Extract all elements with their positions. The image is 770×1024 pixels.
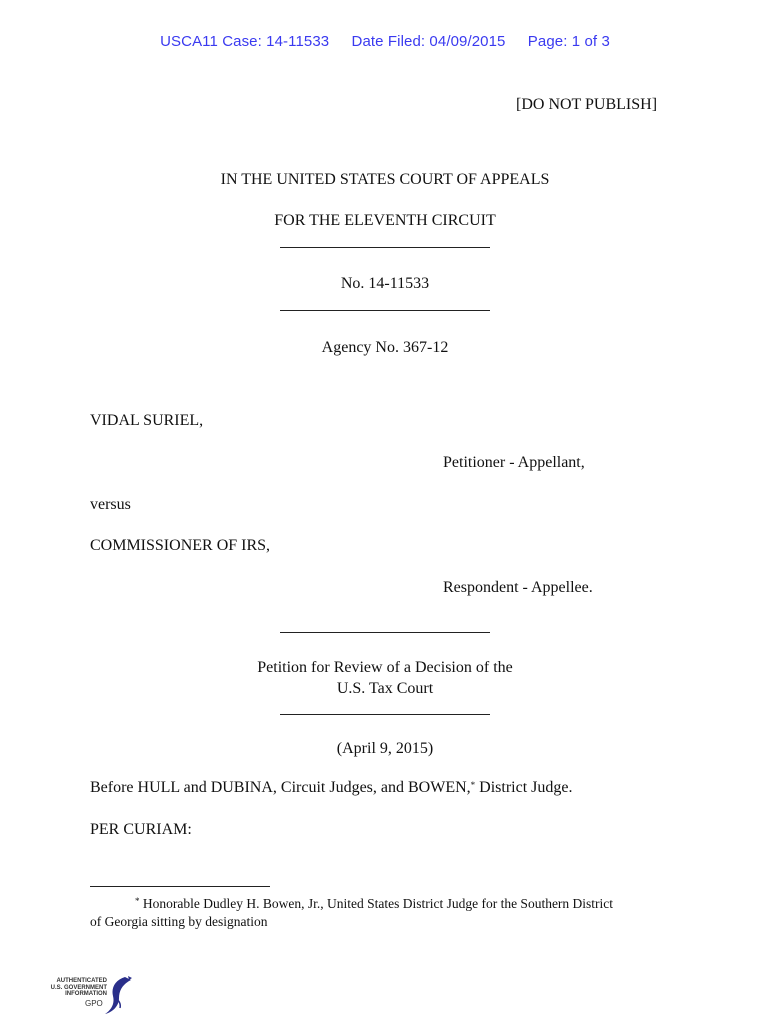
petitioner-name: VIDAL SURIEL,: [90, 412, 204, 429]
publish-notice: [DO NOT PUBLISH]: [516, 96, 658, 113]
logo-text-line2: U.S. GOVERNMENT: [50, 984, 107, 991]
respondent-role: Respondent - Appellee.: [443, 579, 593, 596]
court-name-line1: IN THE UNITED STATES COURT OF APPEALS: [220, 171, 550, 188]
gpo-authentication-logo: [45, 974, 135, 1018]
case-header: [0, 33, 770, 50]
divider-rule: [280, 247, 490, 248]
court-name-line2: FOR THE ELEVENTH CIRCUIT: [274, 212, 496, 229]
decision-date: (April 9, 2015): [336, 740, 434, 757]
divider-rule: [280, 632, 490, 633]
logo-text-line1: AUTHENTICATED: [56, 978, 107, 984]
footnote-separator: [90, 886, 270, 887]
logo-gpo-text: GPO: [85, 999, 103, 1008]
divider-rule: [280, 310, 490, 311]
versus-label: versus: [90, 496, 131, 513]
per-curiam-label: PER CURIAM:: [90, 821, 192, 838]
divider-rule: [280, 714, 490, 715]
footnote-marker: *: [135, 896, 140, 906]
footnote-marker: *: [470, 780, 476, 790]
panel-line: [90, 778, 573, 798]
date-filed-header: Date Filed: 04/09/2015: [351, 33, 506, 50]
agency-number: Agency No. 367-12: [321, 339, 449, 356]
footnote-line1: [90, 895, 680, 913]
case-number-header: USCA11 Case: 14-11533: [160, 33, 330, 50]
footnote-line2: of Georgia sitting by designation: [90, 914, 268, 929]
petition-line1: Petition for Review of a Decision of the: [257, 659, 513, 676]
footnote: [90, 895, 680, 931]
petitioner-role: Petitioner - Appellant,: [443, 454, 585, 471]
footnote-text: Honorable Dudley H. Bowen, Jr., United States District Judge for the Southern District: [139, 896, 614, 911]
case-number: No. 14-11533: [340, 275, 430, 292]
panel-text: Before HULL and DUBINA, Circuit Judges, and BOWEN,: [90, 779, 471, 796]
eagle-icon: [103, 974, 133, 1018]
logo-text-line3: INFORMATION: [65, 991, 107, 997]
logo-text: [45, 978, 107, 998]
page-count-header: Page: 1 of 3: [527, 33, 610, 50]
respondent-name: COMMISSIONER OF IRS,: [90, 537, 271, 554]
petition-line2: U.S. Tax Court: [336, 680, 434, 697]
panel-text-end: District Judge.: [475, 779, 573, 796]
